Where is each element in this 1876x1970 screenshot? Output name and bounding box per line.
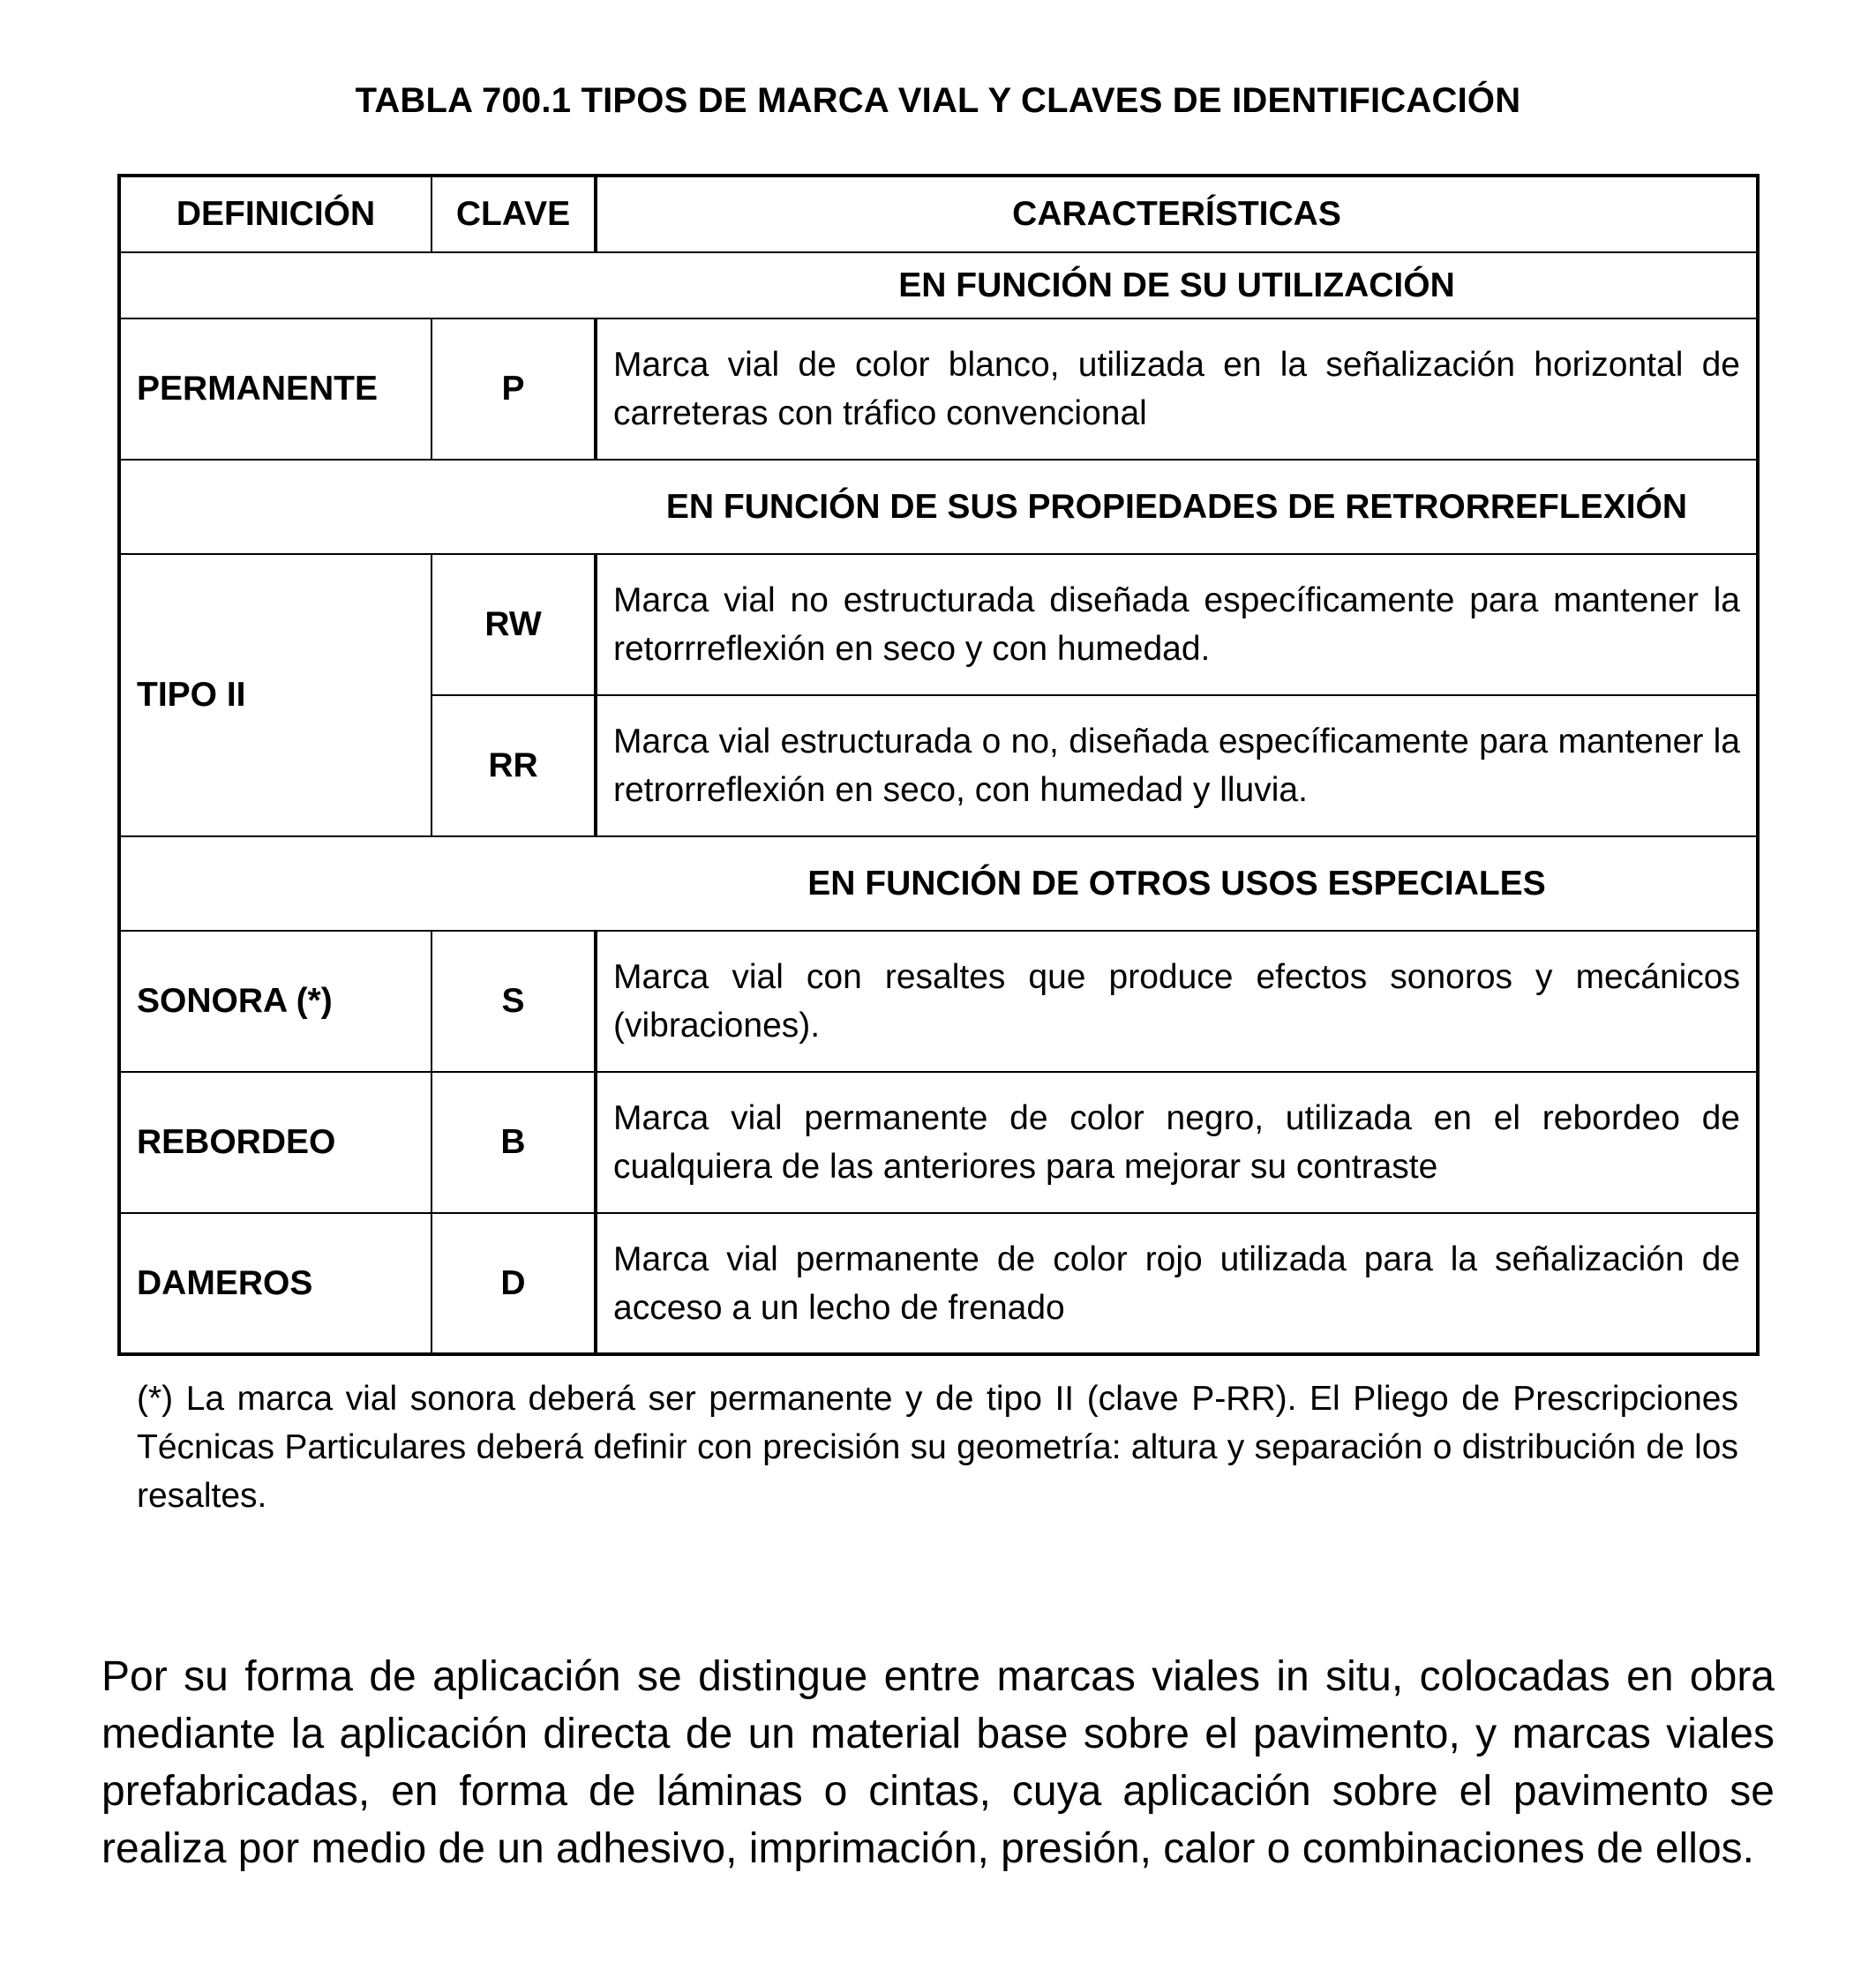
cell-clave: RW (431, 554, 596, 695)
section-label: EN FUNCIÓN DE SUS PROPIEDADES DE RETRORREFLEXIÓN (119, 460, 1758, 554)
section-row-usos-especiales (119, 836, 1758, 931)
header-definicion: DEFINICIÓN (119, 176, 431, 252)
cell-clave: S (431, 931, 596, 1072)
cell-clave: D (431, 1213, 596, 1354)
cell-definicion: DAMEROS (119, 1213, 431, 1354)
cell-caracteristicas: Marca vial con resaltes que produce efectos sonoros y mecánicos (vibraciones). (596, 931, 1758, 1072)
cell-caracteristicas: Marca vial permanente de color negro, utilizada en el rebordeo de cualquiera de las anteriores para mejorar su contraste (596, 1072, 1758, 1213)
section-label: EN FUNCIÓN DE SU UTILIZACIÓN (119, 252, 1758, 318)
header-caracteristicas: CARACTERÍSTICAS (596, 176, 1758, 252)
cell-caracteristicas: Marca vial de color blanco, utilizada en la señalización horizontal de carreteras con tráfico convencional (596, 318, 1758, 460)
table-header-row (119, 176, 1758, 252)
cell-definicion: PERMANENTE (119, 318, 431, 460)
marking-types-table (117, 174, 1760, 1356)
cell-clave: RR (431, 695, 596, 836)
section-row-utilizacion (119, 252, 1758, 318)
table-row (119, 931, 1758, 1072)
cell-clave: B (431, 1072, 596, 1213)
table-row (119, 1213, 1758, 1354)
header-clave: CLAVE (431, 176, 596, 252)
section-label: EN FUNCIÓN DE OTROS USOS ESPECIALES (119, 836, 1758, 931)
cell-caracteristicas: Marca vial permanente de color rojo utilizada para la señalización de acceso a un lecho de frenado (596, 1213, 1758, 1354)
table-row (119, 554, 1758, 695)
body-paragraph: Por su forma de aplicación se distingue entre marcas viales in situ, colocadas en obra mediante la aplicación directa de un material base sobre el pavimento, y marcas viales prefabricadas, en forma de láminas o cintas, cuya aplicación sobre el pavimento se realiza por medio de un adhesivo, imprimación, presión, calor o combinaciones de ellos. (101, 1653, 1775, 1872)
cell-caracteristicas: Marca vial no estructurada diseñada específicamente para mantener la retorrreflexión en seco y con humedad. (596, 554, 1758, 695)
cell-clave: P (431, 318, 596, 460)
table-row (119, 1072, 1758, 1213)
cell-caracteristicas: Marca vial estructurada o no, diseñada específicamente para mantener la retrorreflexión en seco, con humedad y lluvia. (596, 695, 1758, 836)
cell-definicion: REBORDEO (119, 1072, 431, 1213)
section-row-retrorreflexion (119, 460, 1758, 554)
cell-definicion: SONORA (*) (119, 931, 431, 1072)
table-title: TABLA 700.1 TIPOS DE MARCA VIAL Y CLAVES DE IDENTIFICACIÓN (355, 81, 1521, 120)
table-row (119, 318, 1758, 460)
cell-definicion: TIPO II (119, 554, 431, 836)
table-footnote: (*) La marca vial sonora deberá ser permanente y de tipo II (clave P-RR). El Pliego de Prescripciones Técnicas Particulares deberá definir con precisión su geometría: altura y separación o distribución de los resaltes. (137, 1380, 1738, 1515)
